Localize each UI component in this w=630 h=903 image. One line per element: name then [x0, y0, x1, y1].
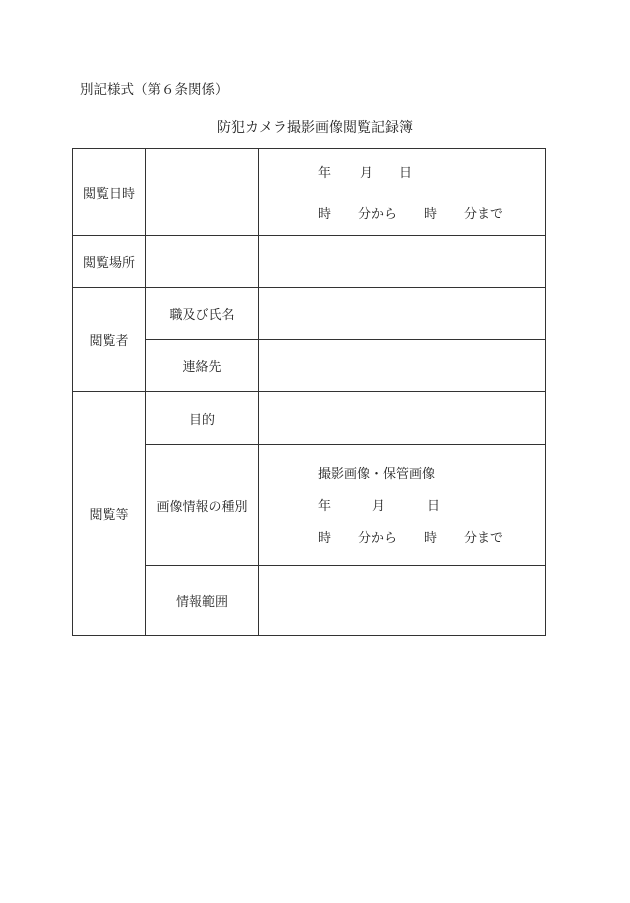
cell-view-place-blank[interactable]: [146, 236, 259, 288]
minute-until-unit: 分まで: [464, 206, 504, 222]
label-purpose: 目的: [146, 392, 259, 445]
image-hour-unit: 時: [318, 531, 332, 546]
month-unit: 月: [360, 165, 374, 181]
image-minute-until-unit: 分まで: [464, 531, 504, 546]
row-view-datetime: [73, 149, 546, 236]
image-kind-options: 撮影画像・保管画像: [318, 467, 436, 482]
image-day-unit: 日: [427, 499, 441, 514]
cell-view-datetime-value[interactable]: [259, 149, 546, 236]
hour-unit-2: 時: [424, 206, 438, 222]
row-view-place: [73, 236, 546, 288]
label-viewer-contact: 連絡先: [146, 340, 259, 392]
image-hour-unit-2: 時: [424, 531, 438, 546]
cell-viewer-title-name-value[interactable]: [259, 288, 546, 340]
time-line: [259, 203, 545, 223]
label-image-kind: 画像情報の種別: [146, 445, 259, 566]
label-viewing: 閲覧等: [73, 392, 146, 636]
record-form-table: [72, 148, 546, 636]
cell-view-datetime-blank[interactable]: [146, 149, 259, 236]
hour-unit: 時: [318, 206, 332, 222]
day-unit: 日: [399, 165, 413, 181]
label-viewer-title-name: 職及び氏名: [146, 288, 259, 340]
cell-image-kind-value[interactable]: [259, 445, 546, 566]
label-viewer: 閲覧者: [73, 288, 146, 392]
minute-from-unit: 分から: [358, 206, 398, 222]
document-title: 防犯カメラ撮影画像閲覧記録簿: [217, 120, 413, 136]
image-kind-line: [259, 463, 545, 483]
image-month-unit: 月: [372, 499, 386, 514]
date-line: [259, 162, 545, 182]
image-year-unit: 年: [318, 499, 332, 514]
cell-purpose-value[interactable]: [259, 392, 546, 445]
image-time-line: [259, 527, 545, 547]
row-viewer-name: [73, 288, 546, 340]
image-minute-from-unit: 分から: [358, 531, 398, 546]
cell-view-place-value[interactable]: [259, 236, 546, 288]
year-unit: 年: [318, 165, 332, 181]
form-number-note: 別記様式（第６条関係）: [80, 82, 229, 98]
label-view-datetime: 閲覧日時: [73, 149, 146, 236]
cell-viewer-contact-value[interactable]: [259, 340, 546, 392]
cell-info-range-value[interactable]: [259, 566, 546, 636]
row-purpose: [73, 392, 546, 445]
label-view-place: 閲覧場所: [73, 236, 146, 288]
label-info-range: 情報範囲: [146, 566, 259, 636]
image-date-line: [259, 495, 545, 515]
